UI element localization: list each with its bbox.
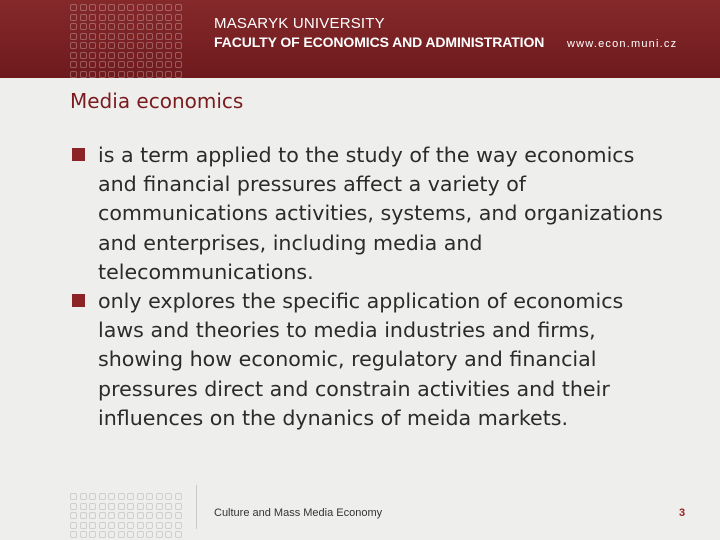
university-name: MASARYK UNIVERSITY	[214, 15, 385, 32]
footer-course-name: Culture and Mass Media Economy	[214, 507, 383, 519]
bullet-list	[70, 141, 670, 433]
bullet-item	[70, 141, 670, 287]
bullet-text: only explores the specific application of economics laws and theories to media industries and firms, showing how economic, regulatory and financial pressures direct and constrain activities and their influences on the dynanics of meida markets.	[98, 289, 624, 430]
square-bullet-icon	[72, 294, 85, 307]
bullet-item	[70, 287, 670, 433]
slide-title: Media economics	[70, 89, 244, 113]
header-band	[0, 0, 720, 78]
bullet-text: is a term applied to the study of the way economics and financial pressures affect a variety of communications activities, systems, and organizations and enterprises, including media and telecommunications.	[98, 143, 663, 284]
square-bullet-icon	[72, 148, 85, 161]
faculty-name: FACULTY OF ECONOMICS AND ADMINISTRATION	[214, 34, 545, 50]
page-number: 3	[678, 507, 686, 519]
footer-divider	[196, 485, 197, 529]
faculty-website: www.econ.muni.cz	[567, 38, 678, 50]
